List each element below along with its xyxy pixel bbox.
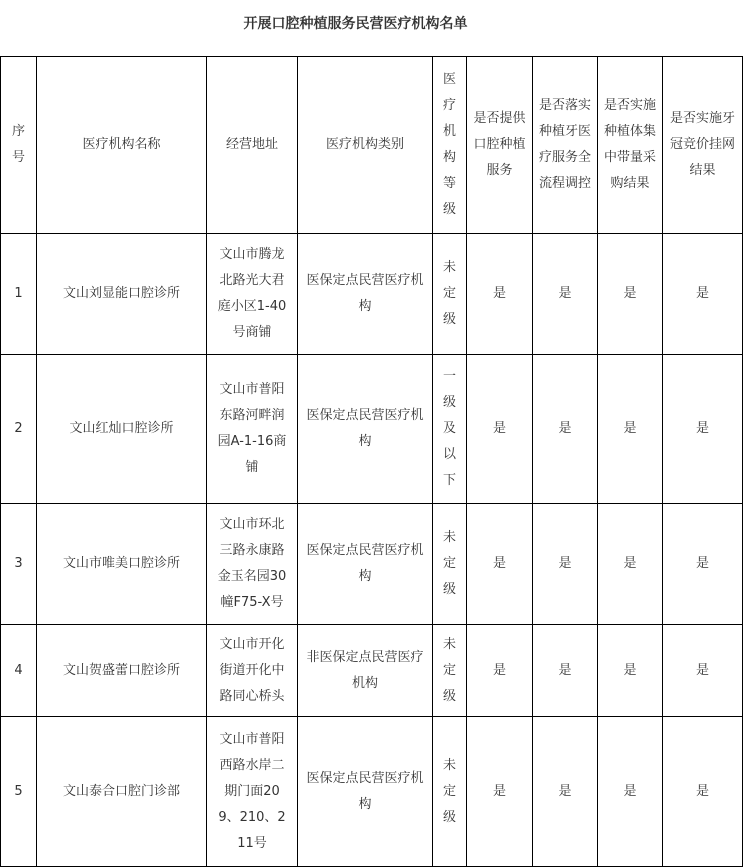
cell-index: 5 bbox=[1, 717, 37, 867]
cell-category: 医保定点民营医疗机构 bbox=[298, 504, 433, 625]
cell-implant: 是 bbox=[467, 355, 533, 504]
table-row bbox=[1, 717, 743, 867]
cell-index: 4 bbox=[1, 625, 37, 717]
header-level: 医疗机构等级 bbox=[433, 57, 467, 234]
cell-procurement: 是 bbox=[598, 504, 663, 625]
cell-crown: 是 bbox=[663, 625, 743, 717]
cell-implant: 是 bbox=[467, 234, 533, 355]
cell-category: 医保定点民营医疗机构 bbox=[298, 355, 433, 504]
cell-category: 医保定点民营医疗机构 bbox=[298, 717, 433, 867]
cell-crown: 是 bbox=[663, 504, 743, 625]
table-row bbox=[1, 234, 743, 355]
cell-crown: 是 bbox=[663, 717, 743, 867]
header-address: 经营地址 bbox=[207, 57, 298, 234]
cell-procurement: 是 bbox=[598, 717, 663, 867]
cell-index: 3 bbox=[1, 504, 37, 625]
header-implant: 是否提供口腔种植服务 bbox=[467, 57, 533, 234]
header-regulation: 是否落实种植牙医疗服务全流程调控 bbox=[533, 57, 598, 234]
table-container bbox=[0, 56, 735, 868]
cell-address: 文山市普阳西路水岸二期门面209、210、211号 bbox=[207, 717, 298, 867]
cell-index: 1 bbox=[1, 234, 37, 355]
cell-level: 未定级 bbox=[433, 717, 467, 867]
cell-name: 文山贺盛蕾口腔诊所 bbox=[37, 625, 207, 717]
header-index: 序号 bbox=[1, 57, 37, 234]
cell-implant: 是 bbox=[467, 717, 533, 867]
table-row bbox=[1, 625, 743, 717]
cell-category: 非医保定点民营医疗机构 bbox=[298, 625, 433, 717]
cell-procurement: 是 bbox=[598, 625, 663, 717]
cell-procurement: 是 bbox=[598, 234, 663, 355]
clinic-list-table bbox=[0, 56, 743, 867]
cell-regulation: 是 bbox=[533, 625, 598, 717]
cell-name: 文山刘显能口腔诊所 bbox=[37, 234, 207, 355]
cell-implant: 是 bbox=[467, 504, 533, 625]
cell-regulation: 是 bbox=[533, 504, 598, 625]
cell-level: 一级及以下 bbox=[433, 355, 467, 504]
cell-crown: 是 bbox=[663, 234, 743, 355]
header-crown: 是否实施牙冠竞价挂网结果 bbox=[663, 57, 743, 234]
cell-address: 文山市普阳东路河畔润园A-1-16商铺 bbox=[207, 355, 298, 504]
table-header-row bbox=[1, 57, 743, 234]
document-title: 开展口腔种植服务民营医疗机构名单 bbox=[243, 16, 468, 32]
cell-procurement: 是 bbox=[598, 355, 663, 504]
table-row bbox=[1, 355, 743, 504]
cell-implant: 是 bbox=[467, 625, 533, 717]
cell-level: 未定级 bbox=[433, 504, 467, 625]
cell-name: 文山红灿口腔诊所 bbox=[37, 355, 207, 504]
cell-index: 2 bbox=[1, 355, 37, 504]
table-row bbox=[1, 504, 743, 625]
cell-address: 文山市环北三路永康路金玉名园30幢F75-X号 bbox=[207, 504, 298, 625]
cell-address: 文山市开化街道开化中路同心桥头 bbox=[207, 625, 298, 717]
cell-regulation: 是 bbox=[533, 234, 598, 355]
cell-category: 医保定点民营医疗机构 bbox=[298, 234, 433, 355]
cell-level: 未定级 bbox=[433, 625, 467, 717]
cell-regulation: 是 bbox=[533, 717, 598, 867]
header-name: 医疗机构名称 bbox=[37, 57, 207, 234]
header-category: 医疗机构类别 bbox=[298, 57, 433, 234]
cell-crown: 是 bbox=[663, 355, 743, 504]
cell-address: 文山市腾龙北路光大君庭小区1-40号商铺 bbox=[207, 234, 298, 355]
cell-name: 文山泰合口腔门诊部 bbox=[37, 717, 207, 867]
cell-regulation: 是 bbox=[533, 355, 598, 504]
header-procurement: 是否实施种植体集中带量采购结果 bbox=[598, 57, 663, 234]
cell-name: 文山市唯美口腔诊所 bbox=[37, 504, 207, 625]
cell-level: 未定级 bbox=[433, 234, 467, 355]
